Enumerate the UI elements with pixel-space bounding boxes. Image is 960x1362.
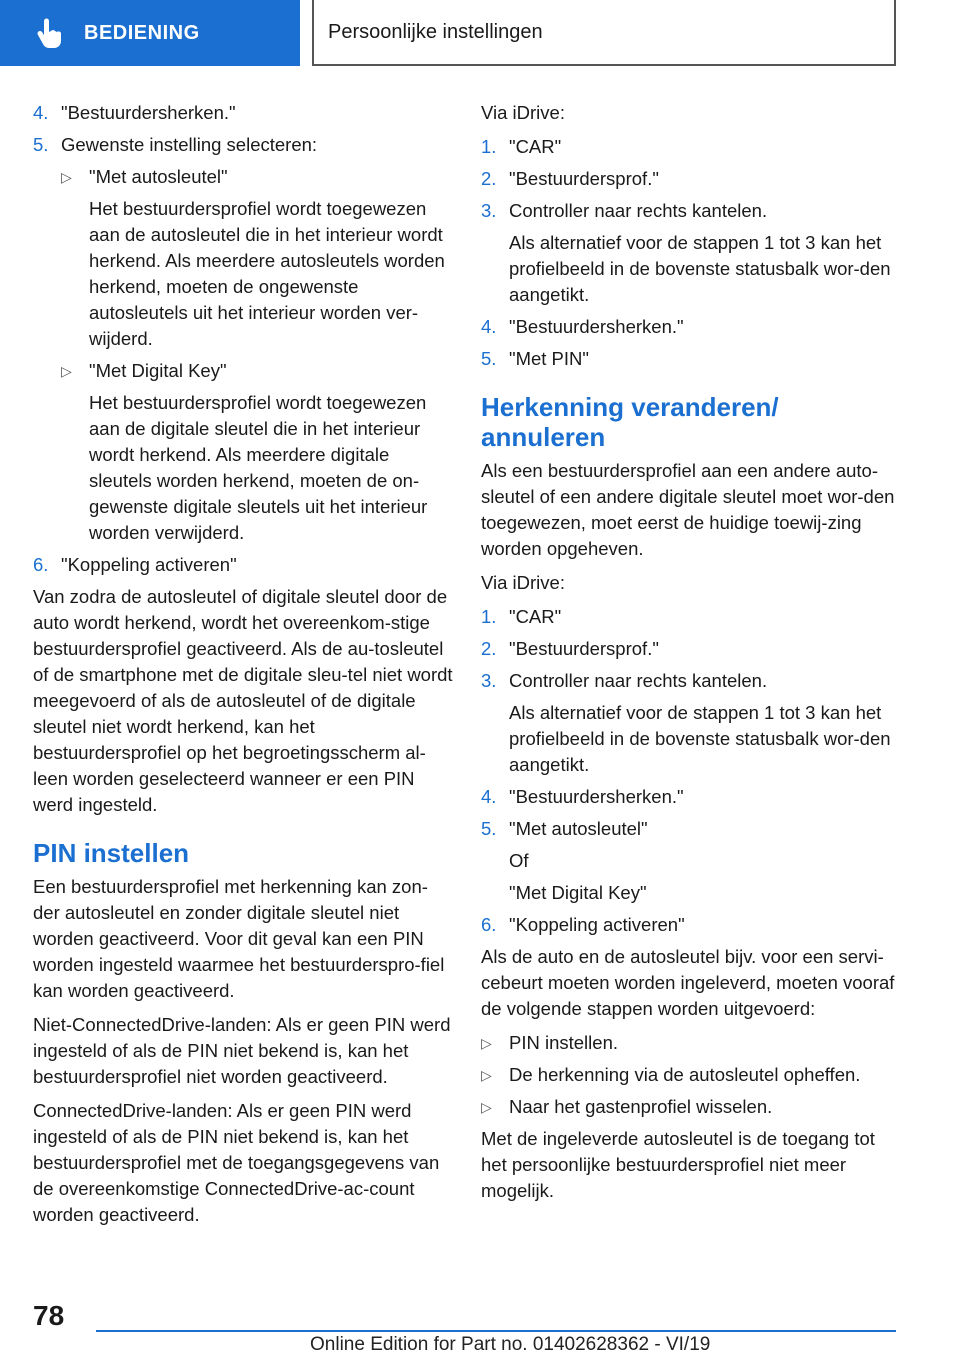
list-number: 6.: [33, 554, 49, 575]
paragraph: Via iDrive:: [481, 102, 565, 123]
list-item: [481, 816, 901, 906]
list-text: "Koppeling activeren": [509, 914, 685, 935]
triangle-bullet-icon: ▷: [481, 1067, 492, 1083]
section-label: BEDIENING: [84, 21, 200, 44]
paragraph: Via iDrive:: [481, 572, 565, 593]
bullet-item: [481, 1094, 901, 1120]
list-text: "Met PIN": [509, 348, 589, 369]
list-number: 3.: [481, 200, 497, 221]
paragraph: Niet-ConnectedDrive-landen: Als er geen PIN werd ingesteld of als de PIN niet bekend is, kan het bestuurdersprofiel niet worden geactiveerd.: [33, 1014, 451, 1087]
list-item: [33, 132, 453, 158]
list-text: "Bestuurdersherken.": [509, 786, 684, 807]
list-number: 1.: [481, 606, 497, 627]
right-column: [481, 100, 901, 1212]
list-subtext: Als alternatief voor de stappen 1 tot 3 kan het profielbeeld in de bovenste statusbalk wor-den aangetikt.: [509, 702, 891, 775]
list-number: 2.: [481, 168, 497, 189]
list-text: Controller naar rechts kantelen.: [509, 670, 768, 691]
list-item: [33, 100, 453, 126]
list-item: [481, 198, 901, 308]
hand-pointer-icon: [30, 13, 70, 53]
list-subtext: Als alternatief voor de stappen 1 tot 3 kan het profielbeeld in de bovenste statusbalk wor-den aangetikt.: [509, 232, 891, 305]
list-number: 1.: [481, 136, 497, 157]
triangle-bullet-icon: ▷: [61, 169, 72, 185]
paragraph: Als een bestuurdersprofiel aan een andere auto-sleutel of een andere digitale sleutel moet wor-den toegewezen, moet eerst de huidige toewij-zing worden opgeheven.: [481, 460, 895, 559]
list-number: 4.: [33, 102, 49, 123]
bullet-item: [481, 1062, 901, 1088]
chapter-title: Persoonlijke instellingen: [328, 20, 543, 43]
list-text: "Bestuurdersherken.": [61, 102, 236, 123]
list-number: 5.: [33, 134, 49, 155]
section-heading: Herkenning veranderen/ annuleren: [481, 392, 779, 452]
list-subtext-or: Of: [509, 850, 529, 871]
paragraph: Een bestuurdersprofiel met herkenning kan zon-der autosleutel en zonder digitale sleutel niet worden geactiveerd. Voor dit geval kan een PIN worden ingesteld waarmee het bestuurderspro-fiel kan worden geactiveerd.: [33, 876, 445, 1001]
list-number: 5.: [481, 348, 497, 369]
list-item: [481, 668, 901, 778]
paragraph: Met de ingeleverde autosleutel is de toegang tot het persoonlijke bestuurdersprofiel niet meer mogelijk.: [481, 1128, 875, 1201]
list-number: 5.: [481, 818, 497, 839]
bullet-description: Het bestuurdersprofiel wordt toegewezen aan de digitale sleutel die in het interieur wordt herkend. Als meerdere digitale sleutels worden herkend, moeten de on-gewenste digitale sleutels uit het interieur worden verwijderd.: [89, 392, 428, 543]
bullet-item: [61, 164, 453, 352]
list-text: "Koppeling activeren": [61, 554, 237, 575]
list-number: 4.: [481, 786, 497, 807]
paragraph: ConnectedDrive-landen: Als er geen PIN werd ingesteld of als de PIN niet bekend is, kan het bestuurdersprofiel met de toegangsgegevens van de overeenkomstige ConnectedDrive-ac-count worden geactiveerd.: [33, 1100, 440, 1225]
left-column: [33, 100, 453, 1236]
list-text: "CAR": [509, 136, 562, 157]
list-text: "Bestuurdersprof.": [509, 168, 659, 189]
footer-divider: [96, 1330, 896, 1332]
list-item: [481, 636, 901, 662]
bullet-title: "Met Digital Key": [89, 360, 227, 381]
list-text: "CAR": [509, 606, 562, 627]
paragraph: Van zodra de autosleutel of digitale sleutel door de auto wordt herkend, wordt het overeenkom-stige bestuurdersprofiel geactiveerd. Als de au-tosleutel of de smartphone met de digitale sleu-tel niet wordt meegevoerd of als de autosleutel of de digitale sleutel niet wordt herkend, kan het bestuurdersprofiel op het begroetingsscherm al-leen worden geselecteerd wanneer er een PIN werd ingesteld.: [33, 586, 453, 815]
list-text: "Bestuurdersprof.": [509, 638, 659, 659]
list-item: [481, 134, 901, 160]
list-text: Gewenste instelling selecteren:: [61, 134, 318, 155]
list-number: 2.: [481, 638, 497, 659]
triangle-bullet-icon: ▷: [481, 1099, 492, 1115]
list-item: [481, 784, 901, 810]
list-text: "Met autosleutel": [509, 818, 648, 839]
footer-edition: Online Edition for Part no. 01402628362 - VI/19: [310, 1334, 711, 1355]
triangle-bullet-icon: ▷: [481, 1035, 492, 1051]
page-number: 78: [33, 1300, 65, 1331]
page-header: [0, 0, 960, 66]
list-item: [481, 166, 901, 192]
list-item: [481, 912, 901, 938]
list-item: [481, 604, 901, 630]
chapter-box: [312, 0, 896, 66]
bullet-description: Het bestuurdersprofiel wordt toegewezen aan de autosleutel die in het interieur wordt herkend. Als meerdere autosleutels worden herkend, moeten de ongewenste autosleutels uit het interieur worden ver-wijderd.: [89, 198, 445, 349]
list-number: 6.: [481, 914, 497, 935]
list-text: Controller naar rechts kantelen.: [509, 200, 768, 221]
bullet-title: "Met autosleutel": [89, 166, 228, 187]
list-item: [33, 552, 453, 578]
list-number: 3.: [481, 670, 497, 691]
bullet-text: Naar het gastenprofiel wisselen.: [509, 1096, 773, 1117]
bullet-text: PIN instellen.: [509, 1032, 618, 1053]
list-text: "Bestuurdersherken.": [509, 316, 684, 337]
bullet-text: De herkenning via de autosleutel opheffen.: [509, 1064, 861, 1085]
list-number: 4.: [481, 316, 497, 337]
section-heading: PIN instellen: [33, 838, 190, 868]
list-item: [481, 346, 901, 372]
triangle-bullet-icon: ▷: [61, 363, 72, 379]
paragraph: Als de auto en de autosleutel bijv. voor een servi-cebeurt moeten worden ingeleverd, moeten vooraf de volgende stappen worden uitgevoerd:: [481, 946, 895, 1019]
section-tab: [0, 0, 300, 66]
bullet-item: [61, 358, 453, 546]
list-item: [481, 314, 901, 340]
bullet-item: [481, 1030, 901, 1056]
list-subtext-alt: "Met Digital Key": [509, 882, 647, 903]
